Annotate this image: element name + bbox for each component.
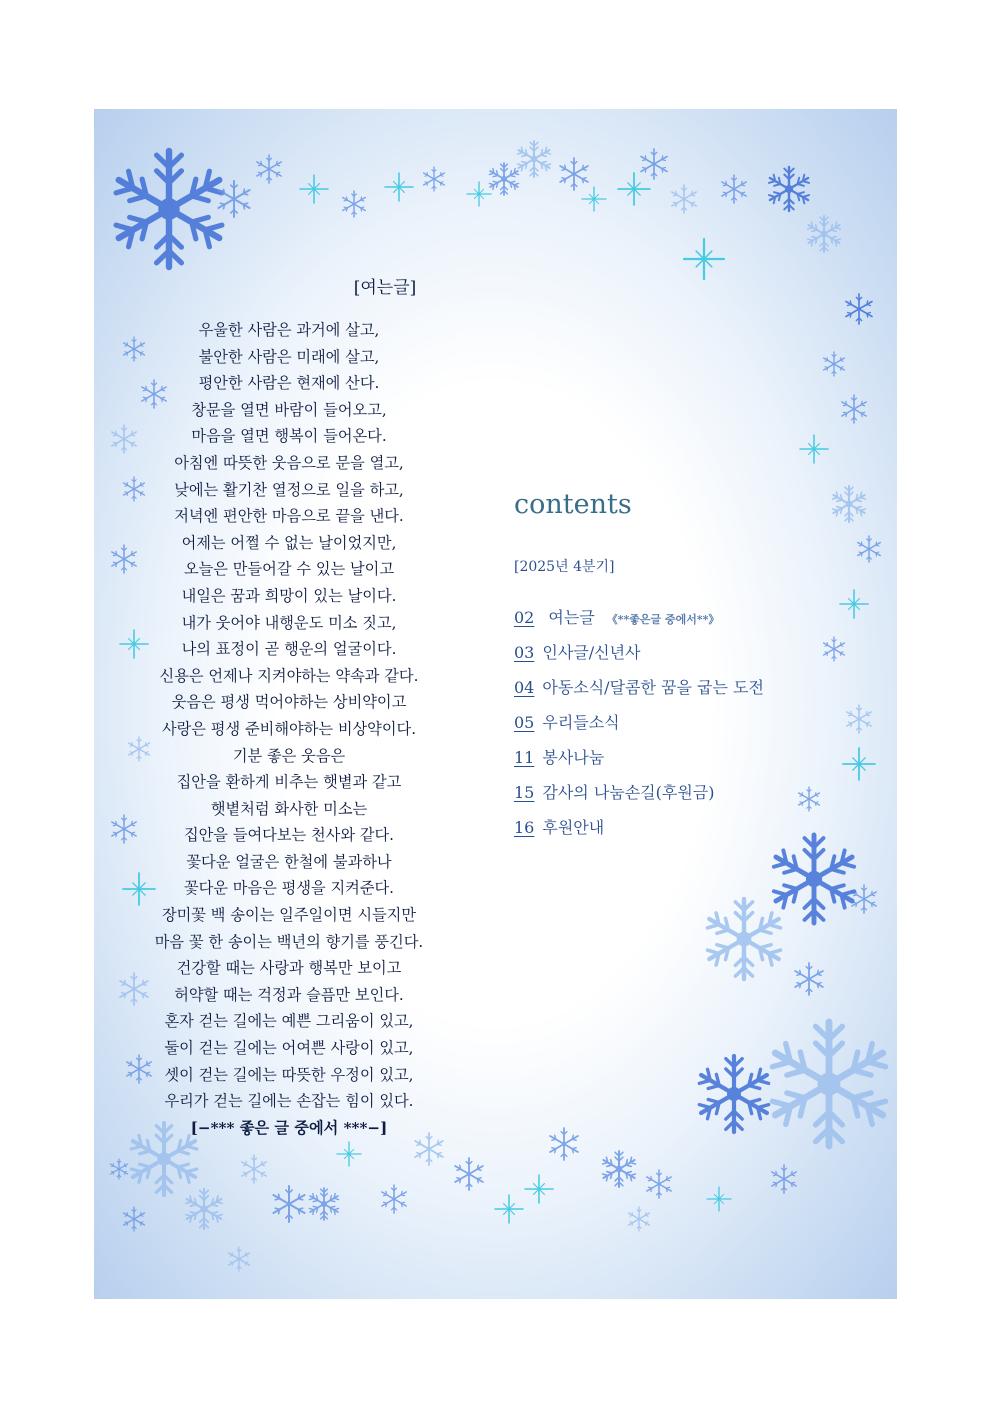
snowflake-icon [489,163,518,195]
poem-line: 저녁엔 편안한 마음으로 끝을 낸다. [174,507,404,526]
poem-line: 신용은 언제나 지켜야하는 약속과 같다. [159,666,419,685]
poem-line: 마음을 열면 행복이 들어온다. [191,427,387,446]
snowflake-icon [385,173,413,201]
snowflake-icon [110,1159,127,1179]
snowflake-icon [699,1056,768,1132]
poem-line: 나의 표정이 곧 행운의 얼굴이다. [181,640,397,659]
page-frame [94,109,897,1299]
snowflake-icon [382,1185,406,1213]
toc-page-number[interactable]: 02 [514,608,535,627]
snowflake-icon [795,963,823,995]
poem-line: 꽃다운 얼굴은 한철에 불과하나 [186,852,392,871]
toc-item-opening[interactable] [514,605,894,640]
snowflake-icon [229,1247,250,1271]
snowflake-icon [824,352,845,376]
poem-line: 우울한 사람은 과거에 살고, [198,321,380,339]
poem-line: 어제는 어쩔 수 없는 날이었지만, [181,533,397,552]
toc-label: 인사글/신년사 [542,643,641,662]
toc-label: 아동소식/달콤한 꿈을 굽는 도전 [542,678,764,697]
snowflake-icon [124,1207,145,1231]
toc-item-children-news[interactable] [514,675,894,710]
toc-label: 우리들소식 [542,713,620,732]
toc-page-number[interactable]: 05 [514,713,535,732]
toc-page-number[interactable]: 04 [514,678,535,697]
snowflake-icon [495,1195,523,1223]
poem-line: 불안한 사람은 미래에 살고, [198,347,380,366]
snowflake-icon [337,1142,361,1166]
poem-line: 우리가 걷는 길에는 손잡는 힘이 있다. [164,1092,414,1111]
snowflake-icon [424,167,445,191]
snowflake-icon [218,181,249,217]
snowflake-icon [582,187,606,211]
toc-item-support-info[interactable] [514,815,894,850]
snowflake-icon [722,175,746,203]
poem-line: 기분 좋은 웃음은 [232,746,346,765]
snowflake-icon [647,1170,671,1198]
toc-label: 여는글 [548,608,595,627]
snowflake-icon [842,395,866,423]
toc-page-number[interactable]: 15 [514,783,535,802]
poem-line: 낮에는 활기찬 열정으로 일을 하고, [174,480,404,499]
poem-line: 사랑은 평생 준비해야하는 비상약이다. [161,719,417,738]
snowflake-icon [518,141,551,177]
snowflake-icon [846,294,872,324]
poem-line: 집안을 들여다보는 천사와 같다. [183,826,395,845]
toc-page-number[interactable]: 16 [514,818,535,837]
poem-line: 장미꽃 백 송이는 일주일이면 시들지만 [161,906,417,925]
snowflake-icon [852,885,876,913]
snowflake-icon [467,182,491,206]
snowflake-icon [309,1188,338,1220]
snowflake-icon [707,1187,731,1211]
poem-line: 마음 꽃 한 송이는 백년의 향기를 풍긴다. [154,932,424,951]
poem-line: 아침엔 따뜻한 웃음으로 문을 열고, [174,453,404,472]
contents-heading: contents [514,489,632,520]
poem-line: 집안을 환하게 비추는 햇볕과 같고 [176,773,402,792]
snowflake-icon [560,158,588,190]
toc-note: 《**좋은글 중에서**》 [606,613,720,626]
snowflake-icon [618,173,650,205]
poem-line: 햇볕처럼 화사한 미소는 [210,799,368,818]
snowflake-icon [769,167,809,211]
quarter-label: [2025년 4분기] [514,559,615,575]
toc-label: 봉사나눔 [542,748,605,767]
toc-item-volunteering[interactable] [514,745,894,780]
toc-label: 후원안내 [542,818,605,837]
toc-label: 감사의 나눔손길(후원금) [542,783,715,802]
poem-line: 건강할 때는 사랑과 행복만 보이고 [176,959,402,978]
snowflake-icon [300,175,328,203]
opening-poem [94,317,484,1141]
snowflake-icon [603,1151,636,1187]
snowflake-icon [455,1158,483,1190]
poem-line: 꽃다운 마음은 평생을 지켜준다. [183,879,395,898]
poem-line: 내가 웃어야 내행운도 미소 짓고, [181,613,397,632]
snowflake-icon [772,1022,885,1146]
toc-page-number[interactable]: 03 [514,643,535,662]
toc-item-greeting[interactable] [514,640,894,675]
snowflake-icon [186,1189,222,1229]
poem-line: 평안한 사람은 현재에 산다. [198,374,380,393]
snowflake-icon [273,1186,304,1222]
snowflake-icon [772,1165,796,1193]
poem-line: 허약할 때는 걱정과 슬픔만 보인다. [174,985,404,1004]
snowflake-icon [800,435,828,463]
snowflake-icon [343,191,366,217]
snowflake-icon [684,239,724,279]
snowflake-icon [242,1155,266,1183]
snowflake-icon [708,899,781,979]
snowflake-icon [525,1175,553,1203]
snowflake-icon [858,536,881,562]
opening-title: [여는글] [353,278,417,298]
poem-line: 셋이 걷는 길에는 따뜻한 우정이 있고, [164,1065,414,1084]
poem-line: 둘이 걷는 길에는 어여쁜 사랑이 있고, [164,1039,414,1058]
snowflake-icon [833,486,866,522]
toc-item-our-news[interactable] [514,710,894,745]
snowflake-icon [629,1207,650,1231]
poem-source-tag: [−*** 좋은 글 중에서 ***−] [190,1118,388,1137]
toc-page-number[interactable]: 11 [514,748,535,767]
snowflake-icon [257,155,281,183]
toc-item-donations[interactable] [514,780,894,815]
poem-line: 웃음은 평생 먹어야하는 상비약이고 [171,693,407,712]
table-of-contents [514,605,894,850]
poem-line: 창문을 열면 바람이 들어오고, [191,400,387,419]
snowflake-icon [641,149,667,179]
poem-line: 내일은 꿈과 희망이 있는 날이다. [181,586,397,605]
snowflake-icon [672,185,696,213]
poem-line: 혼자 걷는 길에는 예쁜 그리움이 있고, [164,1012,414,1031]
snowflake-icon [116,151,222,267]
poem-line: 오늘은 만들어갈 수 있는 날이고 [183,560,395,579]
snowflake-icon [550,1128,578,1160]
snowflake-icon [808,216,841,252]
